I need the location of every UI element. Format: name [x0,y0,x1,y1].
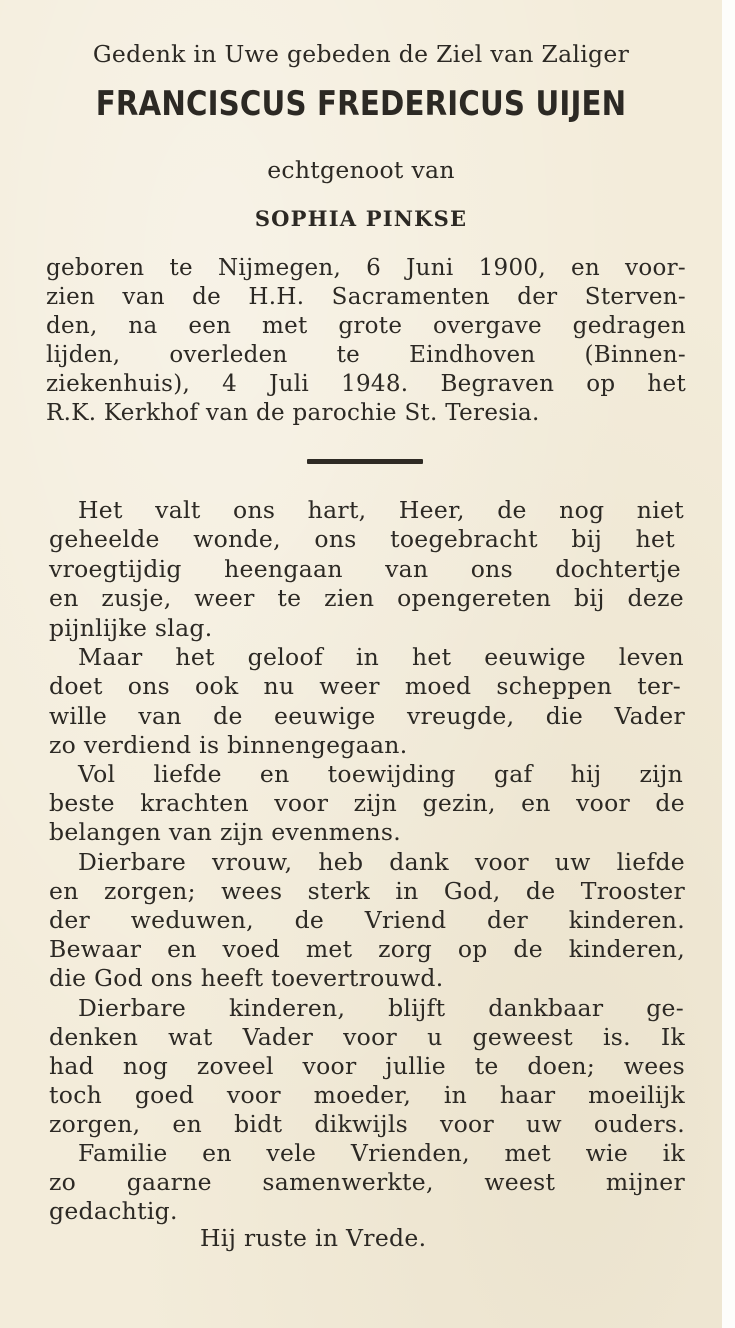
body-line: wille van de eeuwige vreugde, die Vader [49,702,685,730]
relation-text: echtgenoot van [267,156,455,184]
body-line: en zusje, weer te zien opengereten bij deze [49,584,684,612]
deceased-name: FRANCISCUS FREDERICUS UIJEN [95,84,627,124]
body-line: Bewaar en voed met zorg op de kinderen, [49,935,685,963]
body-line: zo verdiend is binnengegaan. [49,731,408,759]
biography-line: ziekenhuis), 4 Juli 1948. Begraven op het [46,371,686,397]
body-line: Het valt ons hart, Heer, de nog niet [78,496,684,524]
body-line: geheelde wonde, ons toegebracht bij het [49,525,675,553]
spouse-name: SOPHIA PINKSE [254,206,468,231]
biography-line: R.K. Kerkhof van de parochie St. Teresia. [46,400,540,426]
body-line: doet ons ook nu weer moed scheppen ter- [49,672,681,700]
body-line: Maar het geloof in het eeuwige leven [78,643,684,671]
closing-line: Hij ruste in Vrede. [200,1224,427,1252]
divider-rule [307,459,423,464]
body-line: zorgen, en bidt dikwijls voor uw ouders. [49,1110,685,1138]
body-line: toch goed voor moeder, in haar moeilijk [49,1081,685,1109]
body-line: en zorgen; wees sterk in God, de Trooster [49,877,685,905]
body-line: Vol liefde en toewijding gaf hij zijn [78,760,683,788]
body-line: had nog zoveel voor jullie te doen; wees [49,1052,685,1080]
body-line: der weduwen, de Vriend der kinderen. [49,906,685,934]
body-line: gedachtig. [49,1197,178,1225]
body-line: vroegtijdig heengaan van ons dochtertje [49,555,681,583]
body-line: Familie en vele Vrienden, met wie ik [78,1139,685,1167]
body-line: pijnlijke slag. [49,614,213,642]
biography-line: zien van de H.H. Sacramenten der Sterven- [46,284,686,310]
invocation-text: Gedenk in Uwe gebeden de Ziel van Zaliger [92,40,630,68]
biography-line: geboren te Nijmegen, 6 Juni 1900, en voor- [46,255,686,281]
body-line: die God ons heeft toevertrouwd. [49,964,444,992]
body-line: Dierbare kinderen, blijft dankbaar ge- [78,994,684,1022]
body-line: zo gaarne samenwerkte, weest mijner [49,1168,685,1196]
background-edge [722,0,735,1328]
body-line: belangen van zijn evenmens. [49,818,402,846]
body-line: Dierbare vrouw, heb dank voor uw liefde [78,848,685,876]
body-line: beste krachten voor zijn gezin, en voor de [49,789,685,817]
biography-line: den, na een met grote overgave gedragen [46,313,686,339]
body-line: denken wat Vader voor u geweest is. Ik [49,1023,685,1051]
biography-line: lijden, overleden te Eindhoven (Binnen- [46,342,686,368]
